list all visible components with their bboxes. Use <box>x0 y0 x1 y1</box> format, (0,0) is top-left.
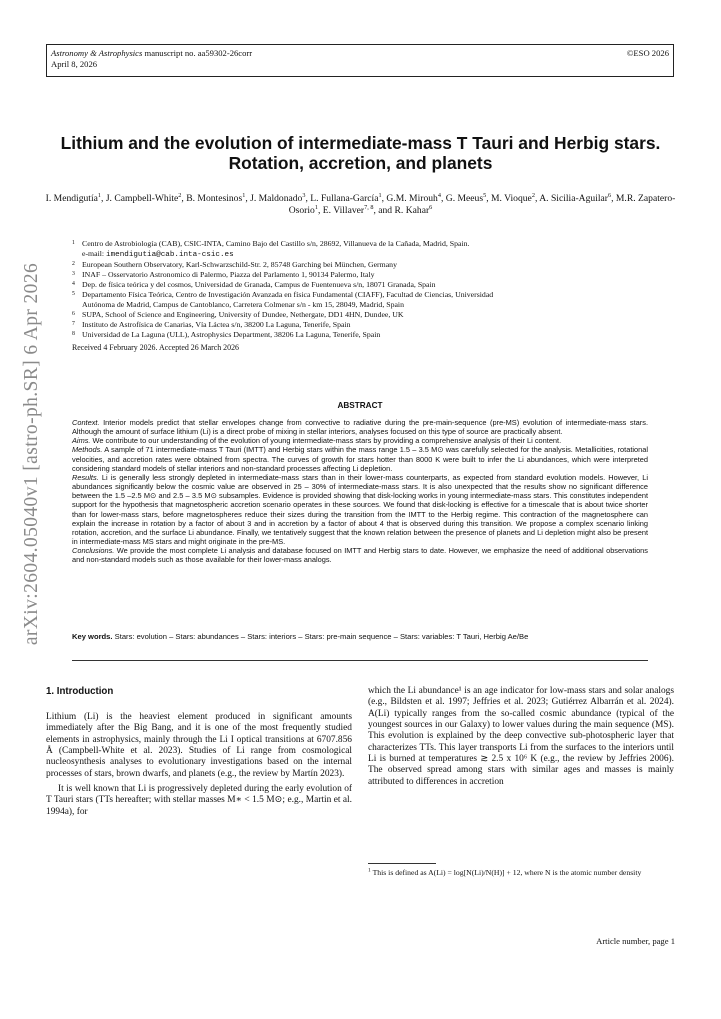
author-affiliation-number: 1 <box>314 203 318 211</box>
paper-title: Lithium and the evolution of intermediate-mass T Tauri and Herbig stars. Rotation, accretion, and planets <box>60 133 661 173</box>
author <box>539 193 611 204</box>
affiliation-number: 6 <box>72 311 75 317</box>
footnote <box>368 868 674 878</box>
affiliation-item <box>72 260 672 270</box>
keywords-label: Key words. <box>72 632 113 641</box>
author-affiliation-number: 2 <box>178 191 182 199</box>
author-name: M. Vioque <box>491 193 532 204</box>
author-name: B. Montesinos <box>186 193 243 204</box>
author-affiliation-number: 1 <box>97 191 102 199</box>
affiliation-number: 5 <box>72 291 75 297</box>
author-affiliation-number: 1 <box>378 191 382 199</box>
affiliation-text: SUPA, School of Science and Engineering, University of Dundee, Nethergate, DD1 4HN, Dundee, UK <box>82 310 404 319</box>
intro-paragraph-2: It is well known that Li is progressively depleted during the early evolution of T Tauri stars (TTs hereafter; with stellar masses M∗ < 1.5 M⊙; e.g., Martin et al. 1994a), for <box>46 784 352 817</box>
affiliation-text: Dep. de física teórica y del cosmos, Universidad de Granada, Campus de Fuentenueva s/n, 18071 Granada, Spain <box>82 280 436 289</box>
journal-line <box>51 48 669 59</box>
affiliation-item <box>72 280 672 290</box>
author-name: I. Mendigutía <box>45 193 98 204</box>
affiliation-item <box>72 270 672 280</box>
affiliation-item <box>72 330 672 340</box>
affiliation-item <box>72 239 672 249</box>
copyright: ©ESO 2026 <box>626 48 669 58</box>
author-affiliation-number: 2 <box>531 191 535 199</box>
email-label: e-mail: <box>82 249 107 258</box>
abstract-section-label: Methods. <box>72 445 103 455</box>
author-list: I. Mendigutía$^1$, J. Campbell-White$^2$, B. Montesinos$^1$, J. Maldonado$^3$, L. Fullana-García$^1$, G.M. Mirouh$^4$, G. Meeus$^5$, M. Vioque$^2$, A. Sicilia-Aguilar$^6$, M.R. Zapatero-Osorio$^1$, E. Villaver$^{7, 8}$, and R. Kahar$^6$ <box>45 191 676 216</box>
abstract-section-text: A sample of 71 intermediate-mass T Tauri (IMTT) and Herbig stars within the mass range 1.5 – 3.5 M⊙ was carefully selected for the analysis. Metallicities, rotational velocities, and accretion rates were obtained from spectra. The curves of growth for stars hotter than 8000 K were built to infer the Li abundances, which were interpreted considering standard models of stellar interiors and non-standard processes affecting Li depletion. <box>72 445 648 473</box>
abstract-section <box>72 473 648 546</box>
author-name: M.R. Zapatero-Osorio <box>288 193 676 216</box>
author-affiliation-number: 6 <box>429 203 433 211</box>
author-affiliation-number: 6 <box>607 191 612 199</box>
abstract-section-text: We provide the most complete Li analysis and database focused on IMTT and Herbig stars to date. However, we emphasize the need of additional observations and non-standard models such as those available for their lower-mass analogs. <box>72 546 648 565</box>
keywords-text: Stars: evolution – Stars: abundances – Stars: interiors – Stars: pre-main sequence – Stars: variables: T Tauri, Herbig Ae/Be <box>114 632 529 641</box>
arxiv-sidebar <box>6 196 58 712</box>
right-column <box>368 686 674 788</box>
affiliation-number: 7 <box>72 321 75 327</box>
author <box>250 193 305 204</box>
author-name: J. Maldonado <box>250 193 303 204</box>
author-name: A. Sicilia-Aguilar <box>539 193 608 204</box>
footnote-number: 1 <box>368 867 371 874</box>
affiliation-item <box>72 300 672 310</box>
abstract-divider <box>72 660 648 661</box>
section-heading-introduction: 1. Introduction <box>46 686 114 697</box>
abstract-section <box>72 418 648 436</box>
affiliation-text: European Southern Observatory, Karl-Schwarzschild-Str. 2, 85748 Garching bei München, Germany <box>82 260 397 269</box>
affiliation-number: 3 <box>72 271 75 277</box>
abstract-section-text: Interior models predict that stellar envelopes change from convective to radiative during the pre-main-sequence (pre-MS) evolution of intermediate-mass stars. Although the amount of surface lithium (Li) is a direct probe of mixing in stellar interiors, analyses focused on this type of source are practically absent. <box>72 418 648 437</box>
author <box>310 193 381 204</box>
affiliation-number: 1 <box>72 240 75 246</box>
author-affiliation-number: 5 <box>483 191 487 199</box>
author <box>106 193 182 204</box>
author-affiliation-number: 7, 8 <box>364 203 374 211</box>
abstract-section-label: Aims. <box>72 436 91 446</box>
left-column <box>46 712 352 818</box>
author <box>395 205 433 216</box>
author-name: L. Fullana-García <box>310 193 379 204</box>
author <box>491 193 535 204</box>
affiliation-text: Autónoma de Madrid, Campus de Cantoblanco, Carretera Colmenar s/n - km 15, 28049, Madrid, Spain <box>82 300 404 309</box>
abstract-section-label: Results. <box>72 472 99 482</box>
author <box>323 205 374 216</box>
abstract-section-text: We contribute to our understanding of the evolution of young intermediate-mass stars by providing a comprehensive analysis of their Li content. <box>90 436 562 446</box>
abstract-section-label: Context. <box>72 418 100 427</box>
email-address[interactable]: imendigutia@cab.inta-csic.es <box>106 251 234 259</box>
abstract-section-text: Li is generally less strongly depleted in intermediate-mass stars than in their lower-mass counterparts, as expected from standard evolution models. However, Li abundances significantly below the cosmic value are observed in 25 – 30% of intermediate-mass stars. It is also unexpected that the results show no significant difference between the 1.5 –2.5 M⊙ and 2.5 – 3.5 M⊙ subsamples. Evidence is provided showing that disk-locking works in young intermediate-mass stars. This constitutes independent support for the hypothesis that magnetospheric accretion scenario operates in these sources. We found that disk-locking is effective for a timescale that is about twice shorter than for lower-mass stars, before magnetospheres reduce their sizes during the transition from the IMTT to the Herbig regime. This contraction of the magnetosphere can explain the increase in rotation by a factor of about 3 and in accretion by a factor of about 4 that is observed during this transition. We propose a complex scenario linking rotation, accretion, and the surface Li abundance. Finally, we tentatively suggest that the known relation between the presence of planets and Li depletion might also be present in intermediate-mass MS stars and might originate in the pre-MS. <box>72 472 648 547</box>
author-affiliation-number: 1 <box>242 191 246 199</box>
affiliation-number: 8 <box>72 331 75 337</box>
affiliation-item <box>72 290 672 300</box>
intro-paragraph-3: which the Li abundance¹ is an age indicator for low-mass stars and solar analogs (e.g., Bildsten et al. 1997; Jeffries et al. 2023; Gutiérrez Albarrán et al. 2024). A(Li) typically ranges from the so-called cosmic abundance (typical of the youngest sources in our Galaxy) to lower values during the main sequence (MS). This evolution is explained by the deep convective sub-photospheric layer that characterizes TTs. This layer transports Li from the surfaces to the interiors until Li is burned at temperatures ≳ 2.5 x 10⁶ K (e.g., the review by Jeffries 2006). The observed spread among stars with similar ages and masses is mainly attributed to differences in accretion <box>368 686 674 787</box>
author-name: E. Villaver <box>322 204 365 216</box>
author <box>446 193 486 204</box>
page-number: Article number, page 1 <box>596 936 675 946</box>
author <box>186 193 245 204</box>
footnote-rule <box>368 863 436 864</box>
abstract-section <box>72 445 648 472</box>
abstract-heading: ABSTRACT <box>337 401 383 410</box>
author-affiliation-number: 3 <box>302 191 306 199</box>
intro-paragraph-1: Lithium (Li) is the heaviest element produced in significant amounts immediately after the Big Bang, and it is one of the most frequently studied elements in astrophysics, mainly through the Li I optical transitions at 6707.856 Å (Campbell-White et al. 2023). Studies of Li range from cosmological nucleosynthesis analyses to evolutionary investigations based on the internal processes of stars, brown dwarfs, and planets (e.g., the review by Martín 2023). <box>46 712 352 779</box>
received-dates: Received 4 February 2026. Accepted 26 March 2026 <box>72 343 239 352</box>
author-name: J. Campbell-White <box>105 193 179 204</box>
author-name: G.M. Mirouh <box>386 193 438 204</box>
journal-name: Astronomy & Astrophysics <box>51 48 143 58</box>
affiliation-item <box>72 320 672 330</box>
abstract-section-label: Conclusions. <box>72 546 115 556</box>
affiliation-text: Centro de Astrobiología (CAB), CSIC-INTA, Camino Bajo del Castillo s/n, 28692, Villanueva de la Cañada, Madrid, Spain. <box>82 239 470 248</box>
affiliation-text: INAF – Osservatorio Astronomico di Palermo, Piazza del Parlamento 1, 90134 Palermo, Italy <box>82 270 375 279</box>
running-header <box>46 44 674 77</box>
affiliation-list <box>72 239 672 340</box>
affiliation-number: 4 <box>72 281 75 287</box>
keywords <box>72 632 648 641</box>
affiliation-text: Universidad de La Laguna (ULL), Astrophysics Department, 38206 La Laguna, Tenerife, Spain <box>82 330 381 339</box>
affiliation-number: 2 <box>72 261 75 267</box>
abstract-section <box>72 546 648 564</box>
affiliation-text: Instituto de Astrofísica de Canarias, Vía Láctea s/n, 38200 La Laguna, Tenerife, Spain <box>82 320 351 329</box>
affiliation-email <box>72 249 672 260</box>
affiliation-item <box>72 310 672 320</box>
abstract-body <box>72 418 648 565</box>
author-affiliation-number: 4 <box>437 191 441 199</box>
author <box>386 193 441 204</box>
affiliation-text: Departamento Física Teórica, Centro de Investigación Avanzada en física Fundamental (CIAFF), Facultad de Ciencias, Universidad <box>82 290 494 299</box>
manuscript-number: manuscript no. aa59302-26corr <box>144 48 253 58</box>
author-name: R. Kahar <box>394 204 430 216</box>
author <box>46 193 101 204</box>
arxiv-identifier: arXiv:2604.05040v1 [astro-ph.SR] 6 Apr 2026 <box>21 262 42 646</box>
header-date: April 8, 2026 <box>51 59 98 69</box>
author-name: G. Meeus <box>445 193 484 204</box>
footnote-text: This is defined as A(Li) = log[N(Li)/N(H)] + 12, where N is the atomic number density <box>372 868 642 877</box>
abstract-section <box>72 436 648 445</box>
